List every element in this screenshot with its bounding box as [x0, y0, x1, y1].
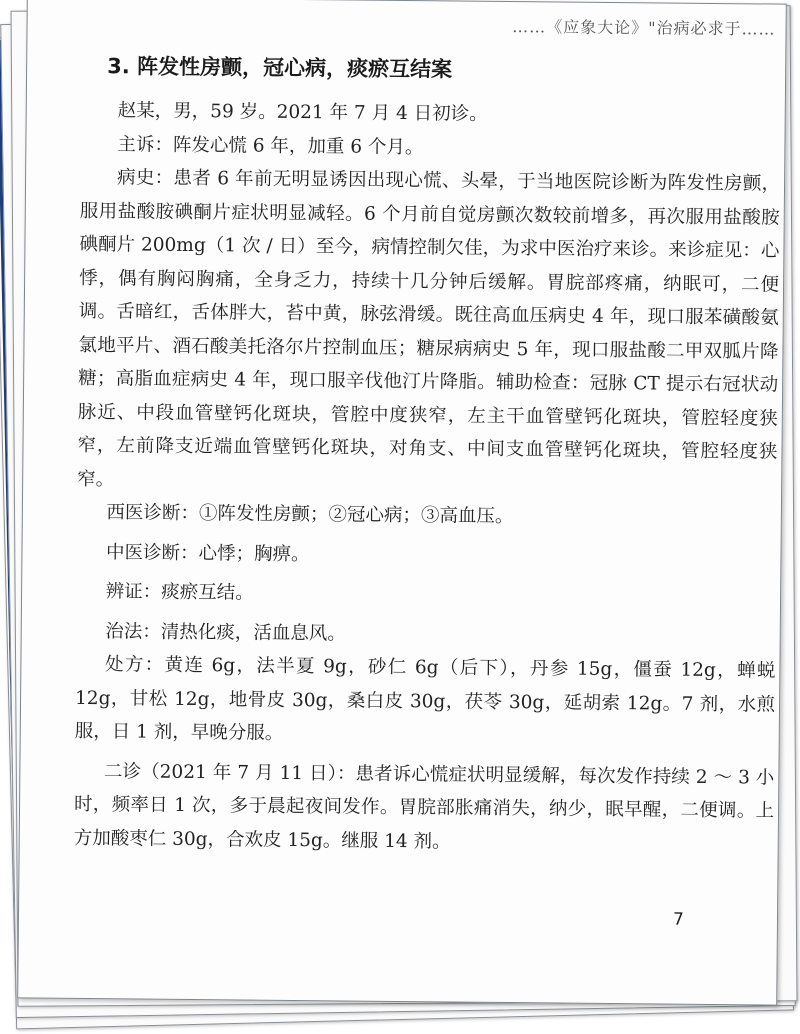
treatment-method: 治法：清热化痰，活血息风。 [105, 620, 346, 644]
patient-info: 赵某，男，59 岁。2021 年 7 月 4 日初诊。 [117, 100, 488, 125]
medical-history: 病史：患者 6 年前无明显诱因出现心慌、头晕，于当地医院诊断为阵发性房颤，服用盐酸胺碘酮片症状明显减轻。6 个月前自觉房颤次数较前增多，再次服用盐酸胺碘酮片 200mg（1 次 / 日）至今，病情控制欠佳，为求中医治疗来诊。来诊症见：心悸，偶有胸闷胸痛，全身乏力，持续十几分钟后缓解。胃脘部疼痛，纳眠可，二便调。舌暗红，舌体胖大，苔中黄，脉弦滑缓。既往高血压病史 4 年，现口服苯磺酸氨氯地平片、酒石酸美托洛尔片控制血压；糖尿病病史 5 年，现口服盐酸二甲双胍片降糖；高脂血症病史 4 年，现口服辛伐他汀片降脂。辅助检查：冠脉 CT 提示右冠状动脉近、中段血管壁钙化斑块，管腔中度狭窄，左主干血管壁钙化斑块，管腔轻度狭窄，左前降支近端血管壁钙化斑块，对角支、中间支血管壁钙化斑块，管腔轻度狭窄。 [77, 167, 781, 490]
running-head: ……《应象大论》"治病必求于…… [512, 17, 776, 39]
chief-complaint: 主诉：阵发心慌 6 年，加重 6 个月。 [117, 133, 424, 158]
case-title: 3. 阵发性房颤，冠心病，痰瘀互结案 [107, 54, 453, 82]
page-number: 7 [672, 909, 684, 930]
tcm-diagnosis: 中医诊断：心悸；胸痹。 [105, 541, 310, 565]
prescription: 处方：黄连 6g，法半夏 9g，砂仁 6g（后下），丹参 15g，僵蚕 12g，蝉蜕 12g，甘松 12g，地骨皮 30g，桑白皮 30g，茯苓 30g，延胡索 12g。7 剂，水煎服，日 1 剂，早晚分服。 [74, 654, 776, 744]
second-visit: 二诊（2021 年 7 月 11 日）：患者诉心慌症状明显缓解，每次发作持续 2 ～ 3 小时，频率日 1 次，多于晨起夜间发作。胃脘部胀痛消失，纳少，眠早醒，二便调。上方加酸枣仁 30g，合欢皮 15g。继服 14 剂。 [73, 760, 775, 852]
case-body [74, 94, 781, 862]
western-diagnosis: 西医诊断：①阵发性房颤；②冠心病；③高血压。 [106, 502, 514, 528]
document-page [17, 0, 787, 1006]
syndrome-differentiation: 辨证：痰瘀互结。 [105, 581, 254, 604]
